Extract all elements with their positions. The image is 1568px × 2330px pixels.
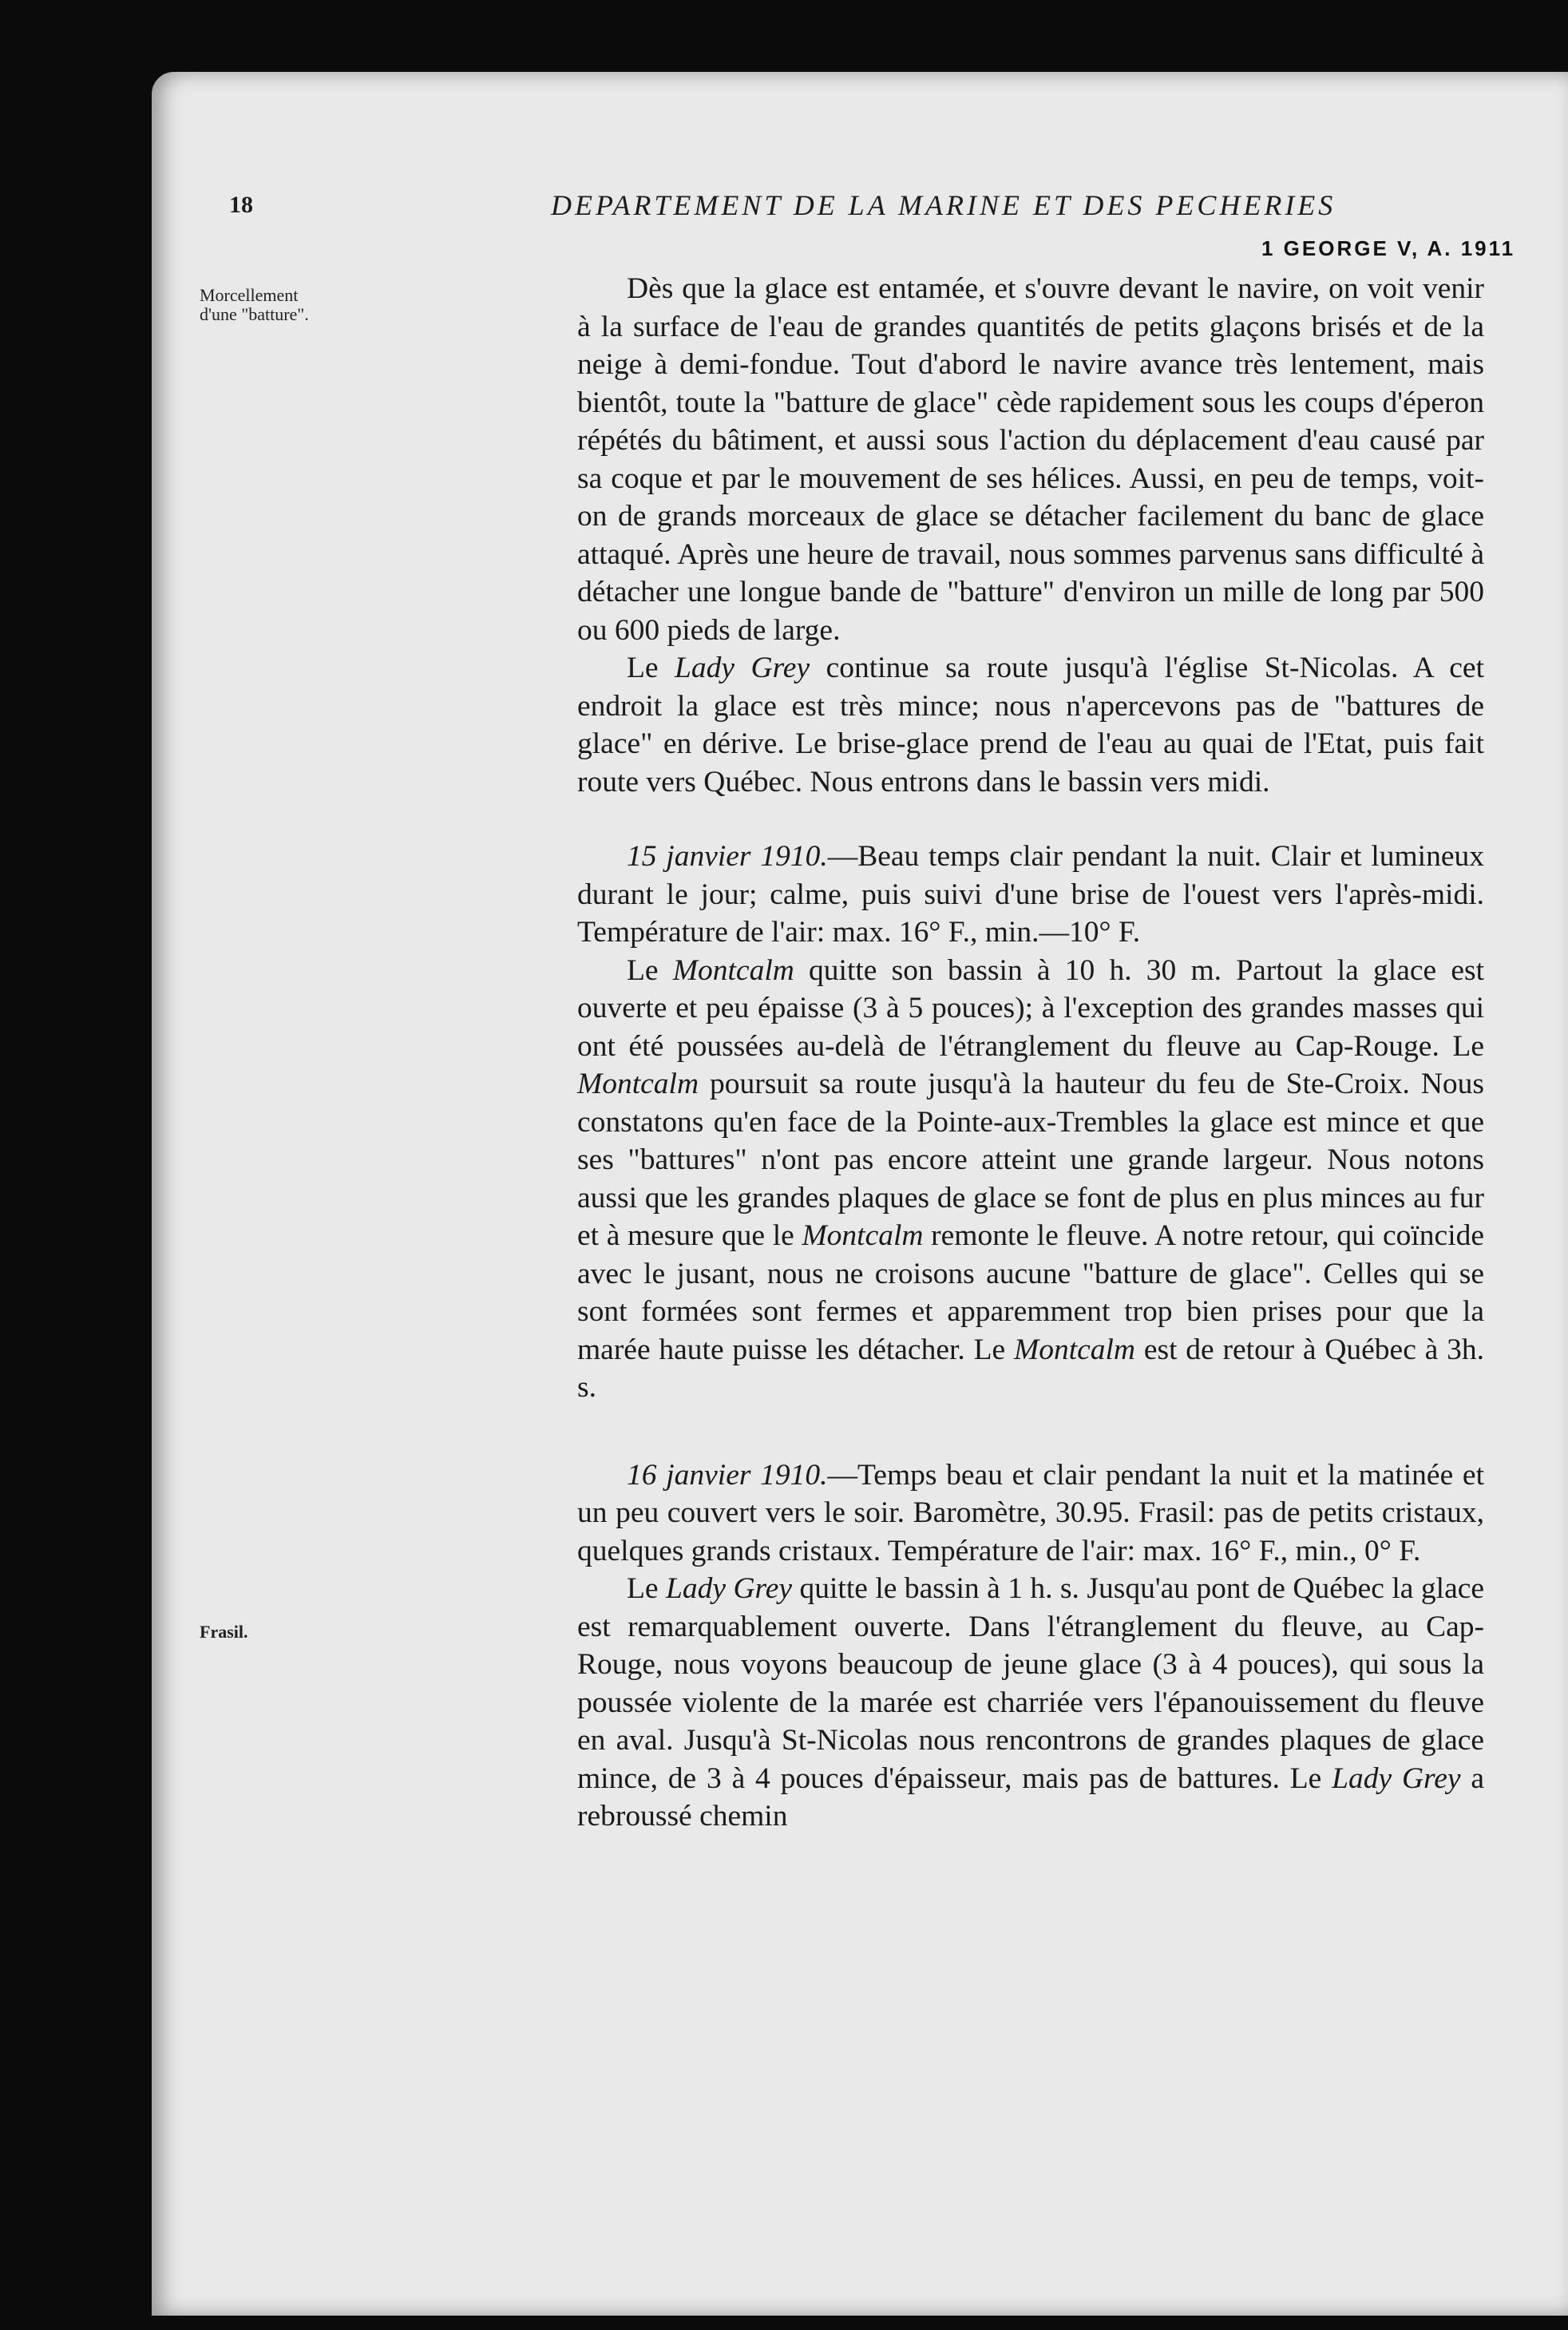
text-run: —Temps beau et clair pendant la nuit et la matinée et un peu couvert vers le soir. Baromètre, 30.95. Frasil: pas de petits cristaux, quelques grands cristaux. Température de l'air: max. 16° F., min., 0° F. — [577, 1458, 1484, 1567]
paragraph — [577, 1570, 1484, 1836]
ship-name: Lady Grey — [666, 1572, 793, 1605]
text-run: quitte le bassin à 1 h. s. Jusqu'au pont de Québec la glace est remarquablement ouverte. Dans l'étranglement du fleuve, au Cap-Rouge, nous voyons beaucoup de jeune glace (3 à 4 pouces), qui sous la poussée violente de la marée est charriée vers l'épanouissement du fleuve en aval. Jusqu'à St-Nicolas nous rencontrons de grandes plaques de glace mince, de 3 à 4 pouces d'épaisseur, mais pas de battures. Le — [577, 1572, 1484, 1795]
ship-name: Montcalm — [577, 1068, 699, 1100]
body-text — [577, 270, 1484, 1836]
paragraph-dated — [577, 838, 1484, 952]
session-label: 1 GEORGE V, A. 1911 — [1261, 236, 1516, 260]
ship-name: Montcalm — [802, 1219, 924, 1252]
text-run: Le — [627, 652, 675, 684]
ship-name: Lady Grey — [1332, 1761, 1461, 1795]
margin-note-morcellement: Morcellement d'une "batture". — [200, 285, 309, 324]
text-run: Le — [627, 1572, 667, 1605]
text-run: Le — [627, 953, 673, 987]
text-run: —Beau temps clair pendant la nuit. Clair et lumineux durant le jour; calme, puis suivi d'une brise de l'ouest vers l'après-midi. Température de l'air: max. 16° F., min.—10° F. — [577, 840, 1484, 949]
text-run: remonte le fleuve. A notre retour, qui coïncide avec le jusant, nous ne croisons aucune "batture de glace". Celles qui se sont formées sont fermes et apparemment trop bien prises pour que la marée haute puisse les détacher. Le — [577, 1219, 1485, 1366]
running-header-title: DEPARTEMENT DE LA MARINE ET DES PECHERIES — [551, 189, 1336, 221]
ship-name: Montcalm — [672, 953, 794, 987]
text-run: est de retour à Québec à 3h. s. — [577, 1333, 1484, 1404]
ship-name: Montcalm — [1013, 1333, 1136, 1366]
text-run: quitte son bassin à 10 h. 30 m. Partout la glace est ouverte et peu épaisse (3 à 5 pouces); à l'exception des grandes masses qui ont été poussées au-delà de l'étranglement du fleuve au Cap-Rouge. Le — [577, 953, 1484, 1063]
ship-name: Lady Grey — [675, 652, 810, 684]
margin-note-frasil: Frasil. — [200, 1622, 248, 1642]
page-number: 18 — [229, 192, 253, 218]
paragraph — [577, 649, 1484, 801]
paragraph-dated — [577, 1456, 1484, 1571]
paragraph — [577, 952, 1484, 1407]
text-run: Dès que la glace est entamée, et s'ouvre devant le navire, on voit venir à la surface de l'eau de grandes quantités de petits glaçons brisés et de la neige à demi-fondue. Tout d'abord le navire avance très lentement, mais bientôt, toute la "batture de glace" cède rapidement sous les coups d'éperon répétés du bâtiment, et aussi sous l'action du déplacement d'eau causé par sa coque et par le mouvement de ses hélices. Aussi, en peu de temps, voit-on de grands morceaux de glace se détacher facilement du banc de glace attaqué. Après une heure de travail, nous sommes parvenus sans difficulté à détacher une longue bande de "batture" d'environ un mille de long par 500 ou 600 pieds de large. — [577, 272, 1484, 647]
text-run: continue sa route jusqu'à l'église St-Nicolas. A cet endroit la glace est très mince; nous n'apercevons pas de "battures de glace" en dérive. Le brise-glace prend de l'eau au quai de l'Etat, puis fait route vers Québec. Nous entrons dans le bassin vers midi. — [577, 652, 1484, 798]
entry-date: 15 janvier 1910. — [627, 840, 828, 873]
paragraph — [577, 270, 1484, 649]
entry-date: 16 janvier 1910. — [627, 1458, 828, 1492]
text-run: a rebroussé chemin — [577, 1761, 1485, 1833]
text-run: poursuit sa route jusqu'à la hauteur du feu de Ste-Croix. Nous constatons qu'en face de la Pointe-aux-Trembles la glace est mince et que ses "battures" n'ont pas encore atteint une grande largeur. Nous notons aussi que les grandes plaques de glace se font de plus en plus minces au fur et à mesure que le — [577, 1068, 1484, 1252]
